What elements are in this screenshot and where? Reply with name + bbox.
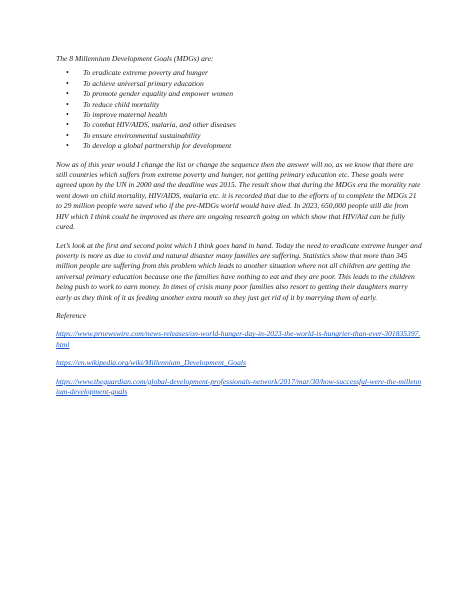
goal-item: [56, 110, 422, 120]
goal-text: To ensure environmental sustainability: [83, 130, 201, 140]
document-page: [56, 54, 422, 405]
bullet-icon: •: [66, 89, 69, 99]
goal-text: To achieve universal primary education: [83, 78, 204, 88]
intro-heading: The 8 Millennium Development Goals (MDGs) are:: [56, 54, 214, 63]
paragraph-sequence-discussion: Now as of this year would I change the list or change the sequence then the answer will no, as we know that there are still countries which suffers from extreme poverty and hunger, not getting primary education etc. These goals were agreed upon by the UN in 2000 and the deadline was 2015. The result show that during the MDGs era the morality rate went down on child mortality, HIV/AIDS, malaria etc. it is recorded that due to the efforts of to complete the MDGs 21 to 29 million people were saved who if the pre-MDGs world would have died. In 2023, 650,000 people still die from HIV which I think could be improved as there are ongoing research going on which show that HIV/Aid can be fully cured.: [56, 159, 421, 232]
reference-link-guardian[interactable]: https://www.theguardian.com/global-development-professionals-network/2017/mar/30/how-successful-were-the-millennium-development-goals: [56, 376, 422, 396]
goal-text: To promote gender equality and empower women: [83, 89, 234, 99]
goal-text: To eradicate extreme poverty and hunger: [83, 68, 208, 78]
paragraph-hunger-education: Let’s look at the first and second point which I think goes hand in hand. Today the need to eradicate extreme hunger and poverty is more as due to covid and natural disaster many families are suffering. Statistics show that more than 345 million people are suffering from this problem which leads to another situation where not all children are getting the universal primary education because one the families have nothing to eat and they are poor. This leads to the children being push to work to earn money. In times of crisis many poor families also resort to getting their daughters marry early as they think of it as feeding another extra mouth so they just get rid of it by marrying them of early.: [56, 240, 422, 302]
mdg-goals-list: [56, 68, 422, 151]
goal-item: [56, 141, 422, 151]
bullet-icon: •: [66, 110, 69, 120]
reference-link-wikipedia[interactable]: https://en.wikipedia.org/wiki/Millennium_Development_Goals: [56, 358, 246, 368]
reference-link-prnewswire[interactable]: https://www.prnewswire.com/news-releases/on-world-hunger-day-in-2023-the-world-is-hungrier-than-ever-301835397.html: [56, 329, 421, 349]
goal-item: [56, 131, 422, 141]
bullet-icon: •: [66, 99, 69, 109]
goal-item: [56, 79, 422, 89]
bullet-icon: •: [66, 68, 69, 78]
bullet-icon: •: [66, 130, 69, 140]
bullet-icon: •: [66, 120, 69, 130]
goal-text: To reduce child mortality: [83, 99, 160, 109]
goal-text: To develop a global partnership for development: [83, 141, 232, 151]
goal-item: [56, 100, 422, 110]
bullet-icon: •: [66, 141, 69, 151]
goal-item: [56, 68, 422, 78]
goal-item: [56, 89, 422, 99]
reference-heading: Reference: [56, 310, 87, 320]
goal-text: To improve maternal health: [83, 110, 168, 120]
goal-item: [56, 120, 422, 130]
bullet-icon: •: [66, 78, 69, 88]
goal-text: To combat HIV/AIDS, malaria, and other diseases: [83, 120, 236, 130]
